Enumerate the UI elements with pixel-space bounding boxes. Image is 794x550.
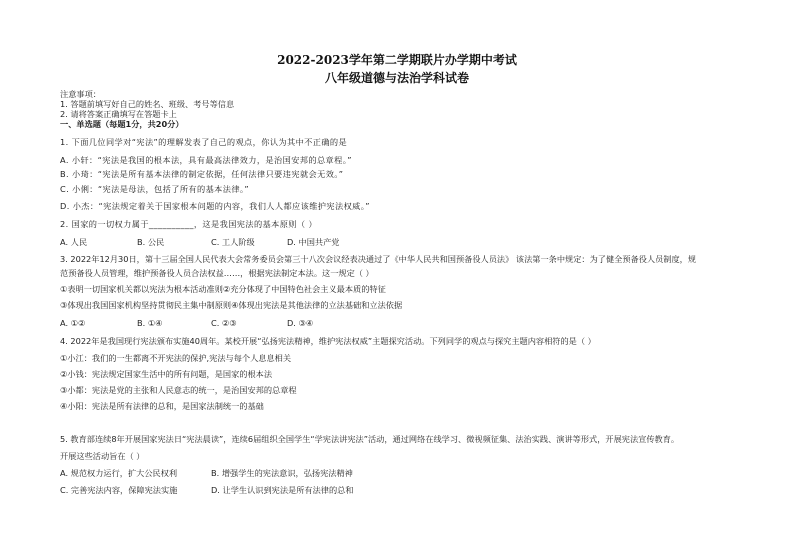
question-3-option-c: C. ②③ [211, 318, 237, 328]
question-3-option-b: B. ①④ [137, 318, 163, 328]
question-4-statement: ①小江：我们的一生都离不开宪法的保护,宪法与每个人息息相关 [60, 353, 292, 363]
question-1-stem: 1. 下面几位同学对“宪法”的理解发表了自己的观点，你认为其中不正确的是 [60, 137, 348, 147]
exam-subtitle: 八年级道德与法治学科试卷 [324, 71, 469, 85]
question-4-stem: 4. 2022年是我国现行宪法颁布实施40周年。某校开展“弘扬宪法精神，维护宪法权威”主题探究活动。下列同学的观点与探究主题内容相符的是（ ） [60, 336, 596, 346]
question-4-statement: ④小阳：宪法是所有法律的总和，是国家法制统一的基础 [60, 401, 264, 411]
question-2-option-a: A. 人民 [60, 237, 88, 247]
notice-item: 1. 答题前填写好自己的姓名、班级、考号等信息 [60, 99, 235, 109]
question-1-option-a: A. 小轩：“宪法是我国的根本法，具有最高法律效力，是治国安邦的总章程。” [60, 155, 352, 165]
question-4-statement: ③小都：宪法是党的主张和人民意志的统一，是治国安邦的总章程 [60, 385, 297, 395]
question-5-option-c: C. 完善宪法内容，保障宪法实施 [60, 485, 178, 495]
question-2-stem: 2. 国家的一切权力属于__________，这是我国宪法的基本原则（ ） [60, 219, 318, 229]
question-5-stem-line: 开展这些活动旨在（ ） [60, 451, 145, 461]
question-5-option-b: B. 增强学生的宪法意识，弘扬宪法精神 [211, 468, 353, 478]
question-1-option-b: B. 小琦：“宪法是所有基本法律的制定依据，任何法律只要违宪就会无效。” [60, 169, 344, 179]
notice-item: 2. 请将答案正确填写在答题卡上 [60, 109, 177, 119]
question-1-option-d: D. 小杰：“宪法规定着关于国家根本问题的内容，我们人人都应该维护宪法权威。” [60, 201, 370, 211]
exam-title: 2022-2023学年第二学期联片办学期中考试 [277, 53, 517, 67]
question-4-statement: ②小钱：宪法规定国家生活中的所有问题，是国家的根本法 [60, 369, 273, 379]
section-heading: 一、单选题（每题1分，共20分） [60, 119, 184, 129]
question-1-option-c: C. 小俐：“宪法是母法，包括了所有的基本法律。” [60, 184, 250, 194]
question-3-statement: ①表明一切国家机关都以宪法为根本活动准则②充分体现了中国特色社会主义最本质的特征 [60, 284, 386, 294]
question-3-stem-line: 3. 2022年12月30日，第十三届全国人民代表大会常务委员会第三十八次会议经表决通过了《中华人民共和国预备役人员法》 该法第一条中规定：为了健全预备役人员制度，规 [60, 254, 697, 264]
question-3-option-a: A. ①② [60, 318, 86, 328]
question-2-option-c: C. 工人阶级 [211, 237, 255, 247]
notice-heading: 注意事项： [60, 89, 101, 99]
question-5-option-d: D. 让学生认识到宪法是所有法律的总和 [211, 485, 354, 495]
question-3-statement: ③体现出我国国家机构坚持贯彻民主集中制原则④体现出宪法是其他法律的立法基础和立法依据 [60, 300, 403, 310]
question-5-stem-line: 5. 教育部连续8年开展国家宪法日“宪法晨读”，连续6届组织全国学生“学宪法讲宪法”活动，通过网络在线学习、微视频征集、法治实践、演讲等形式，开展宪法宣传教育。 [60, 434, 680, 444]
question-3-stem-line: 范预备役人员管理，维护预备役人员合法权益……，根据宪法制定本法。这一规定（ ） [60, 268, 374, 278]
question-2-option-d: D. 中国共产党 [287, 237, 340, 247]
question-5-option-a: A. 规范权力运行，扩大公民权利 [60, 468, 178, 478]
question-2-option-b: B. 公民 [137, 237, 165, 247]
question-3-option-d: D. ③④ [287, 318, 314, 328]
